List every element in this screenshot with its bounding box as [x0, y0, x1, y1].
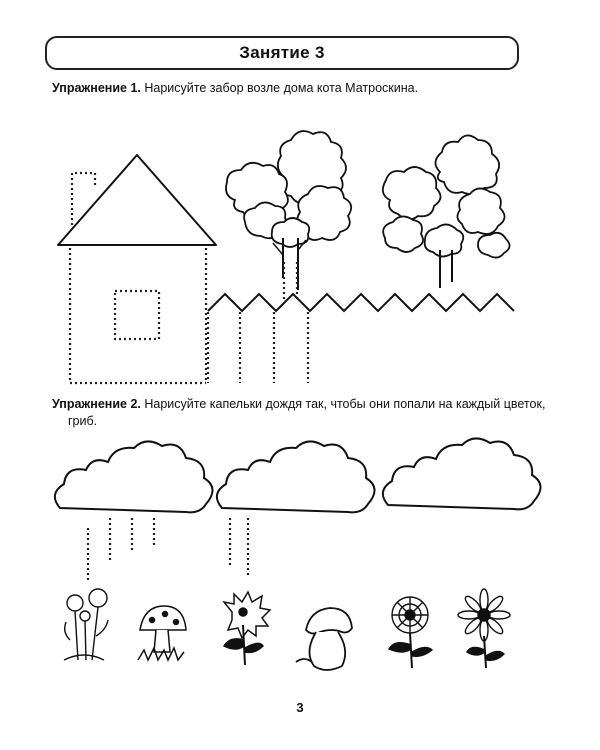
aster-illustration	[389, 597, 432, 668]
exercise-2-text-cont: гриб.	[68, 414, 98, 428]
cloud-illustration	[55, 441, 213, 512]
exercise-2-label: Упражнение 2.	[52, 397, 141, 411]
mushroom-illustration	[138, 606, 186, 660]
fence-post-guides	[208, 312, 308, 383]
lesson-title: Занятие 3	[239, 43, 325, 62]
cloud-illustration	[383, 438, 541, 509]
dandelion-illustration	[64, 589, 108, 660]
rain-drop-guides	[88, 518, 248, 580]
mushroom-illustration	[296, 608, 352, 670]
tree-illustration	[226, 131, 351, 290]
tree-illustration	[383, 135, 510, 288]
cloud-illustration	[217, 441, 375, 512]
cornflower-illustration	[224, 592, 270, 665]
house-illustration	[58, 155, 216, 383]
exercise-1-text: Нарисуйте забор возле дома кота Матроскина.	[140, 81, 419, 95]
exercise-2-text: Нарисуйте капельки дождя так, чтобы они попали на каждый цветок,	[140, 397, 546, 411]
daisy-illustration	[458, 589, 510, 668]
exercise-1-label: Упражнение 1.	[52, 81, 141, 95]
fence-zigzag	[208, 294, 514, 311]
page-number: 3	[296, 700, 304, 715]
